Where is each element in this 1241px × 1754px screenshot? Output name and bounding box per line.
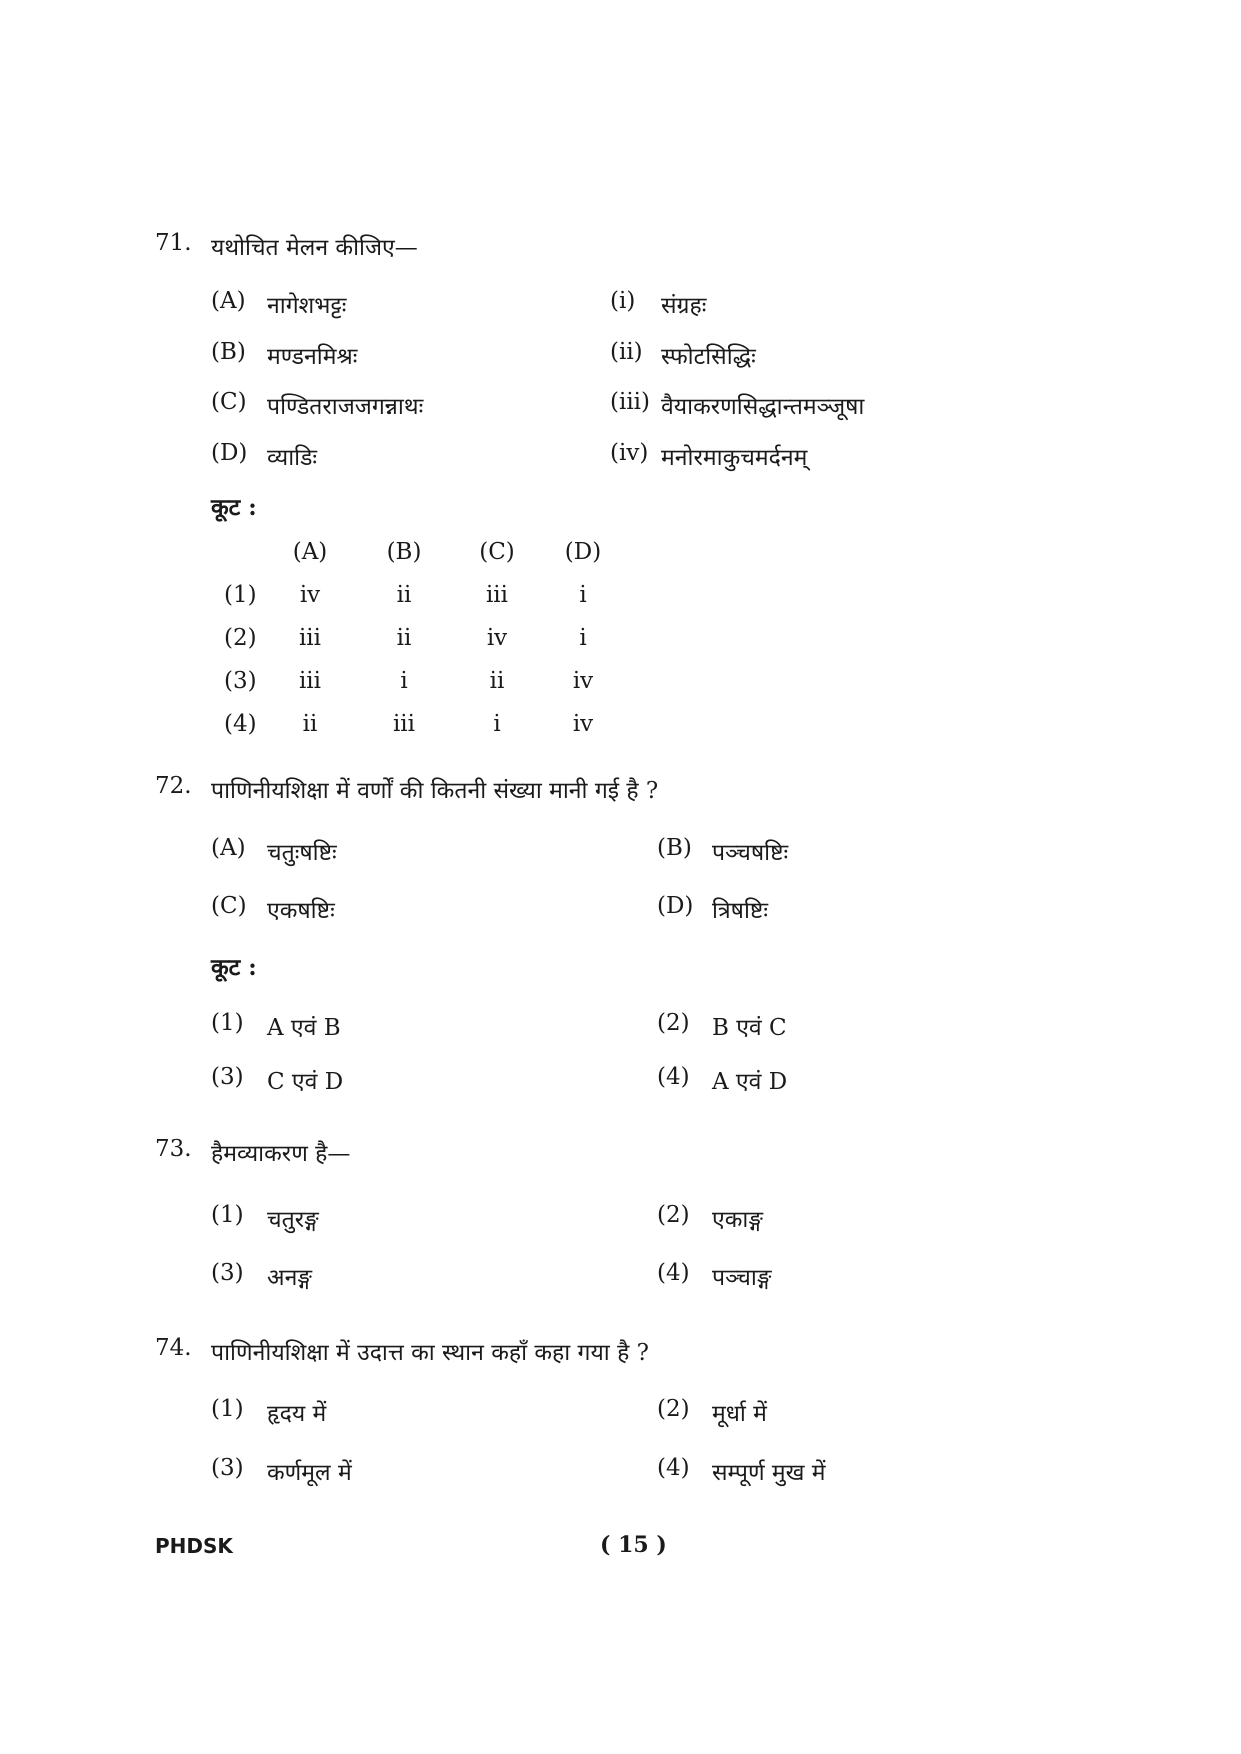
option-text: एकाङ्ग	[712, 1207, 763, 1233]
answer-label: (4)	[657, 1064, 690, 1090]
answer-label: (1)	[211, 1010, 244, 1036]
match-left-text: मण्डनमिश्रः	[267, 344, 358, 370]
answer-label: (2)	[657, 1010, 690, 1036]
page-number: ( 15 )	[600, 1532, 667, 1558]
option-label: (C)	[211, 893, 247, 919]
match-right-label: (iii)	[610, 389, 651, 415]
match-left-label: (A)	[211, 288, 246, 314]
option-label: (3)	[211, 1455, 244, 1481]
match-right-text: स्फोटसिद्धिः	[661, 344, 756, 370]
option-text: अनङ्ग	[267, 1265, 312, 1291]
option-text: कर्णमूल में	[267, 1460, 352, 1486]
match-right-label: (i)	[610, 288, 636, 314]
table-cell: ii	[396, 625, 412, 651]
match-left-label: (D)	[211, 440, 248, 466]
option-label: (A)	[211, 835, 246, 861]
question-74-text: पाणिनीयशिक्षा में उदात्त का स्थान कहाँ कहा गया है ?	[211, 1340, 649, 1366]
answer-text: C एवं D	[267, 1069, 344, 1095]
table-cell: i	[493, 711, 501, 737]
option-label: (1)	[211, 1202, 244, 1228]
table-cell: iii	[392, 711, 416, 737]
match-right-text: वैयाकरणसिद्धान्तमञ्जूषा	[661, 394, 865, 420]
table-cell: iii	[298, 668, 322, 694]
table-header: (A)	[292, 539, 328, 565]
table-row-label: (1)	[224, 582, 257, 608]
table-header: (D)	[564, 539, 602, 565]
question-72-text: पाणिनीयशिक्षा में वर्णों की कितनी संख्या मानी गई है ?	[211, 778, 659, 804]
table-cell: i	[579, 625, 587, 651]
question-71-text: यथोचित मेलन कीजिए—	[211, 235, 418, 261]
table-cell: ii	[396, 582, 412, 608]
match-right-text: मनोरमाकुचमर्दनम्	[661, 445, 808, 471]
option-label: (3)	[211, 1260, 244, 1286]
table-cell: iv	[486, 625, 508, 651]
option-label: (2)	[657, 1202, 690, 1228]
option-text: त्रिषष्टिः	[712, 898, 768, 924]
koot-label: कूट :	[211, 494, 257, 521]
question-73-text: हैमव्याकरण है—	[211, 1141, 351, 1167]
question-72-number: 72.	[155, 773, 192, 799]
table-cell: iii	[485, 582, 509, 608]
table-cell: iv	[299, 582, 321, 608]
answer-label: (3)	[211, 1064, 244, 1090]
table-cell: ii	[302, 711, 318, 737]
table-cell: i	[579, 582, 587, 608]
match-left-label: (C)	[211, 389, 247, 415]
paper-code: PHDSK	[155, 1534, 233, 1558]
option-label: (4)	[657, 1260, 690, 1286]
match-left-label: (B)	[211, 339, 246, 365]
option-text: एकषष्टिः	[267, 898, 335, 924]
table-cell: iv	[572, 668, 594, 694]
answer-text: A एवं B	[267, 1015, 341, 1041]
option-text: पञ्चषष्टिः	[712, 840, 789, 866]
match-left-text: नागेशभट्टः	[267, 293, 347, 319]
option-text: चतुरङ्ग	[267, 1207, 319, 1233]
table-cell: iv	[572, 711, 594, 737]
table-header: (B)	[386, 539, 422, 565]
table-row-label: (4)	[224, 711, 257, 737]
match-left-text: पण्डितराजजगन्नाथः	[267, 394, 424, 420]
option-text: पञ्चाङ्ग	[712, 1265, 772, 1291]
koot-label: कूट :	[211, 954, 257, 981]
question-73-number: 73.	[155, 1136, 192, 1162]
option-label: (B)	[657, 835, 692, 861]
option-label: (4)	[657, 1455, 690, 1481]
answer-text: A एवं D	[712, 1069, 788, 1095]
answer-text: B एवं C	[712, 1015, 787, 1041]
question-71-number: 71.	[155, 230, 192, 256]
option-label: (1)	[211, 1396, 244, 1422]
option-label: (2)	[657, 1396, 690, 1422]
table-cell: ii	[489, 668, 505, 694]
table-row-label: (2)	[224, 625, 257, 651]
option-text: मूर्धा में	[712, 1401, 767, 1427]
match-right-text: संग्रहः	[661, 293, 707, 319]
table-header: (C)	[479, 539, 515, 565]
option-text: हृदय में	[267, 1401, 327, 1427]
table-cell: i	[400, 668, 408, 694]
question-74-number: 74.	[155, 1335, 192, 1361]
match-right-label: (iv)	[610, 440, 649, 466]
table-cell: iii	[298, 625, 322, 651]
match-right-label: (ii)	[610, 339, 643, 365]
option-label: (D)	[657, 893, 694, 919]
option-text: चतुःषष्टिः	[267, 840, 337, 866]
option-text: सम्पूर्ण मुख में	[712, 1460, 826, 1486]
match-left-text: व्याडिः	[267, 445, 318, 471]
table-row-label: (3)	[224, 668, 257, 694]
